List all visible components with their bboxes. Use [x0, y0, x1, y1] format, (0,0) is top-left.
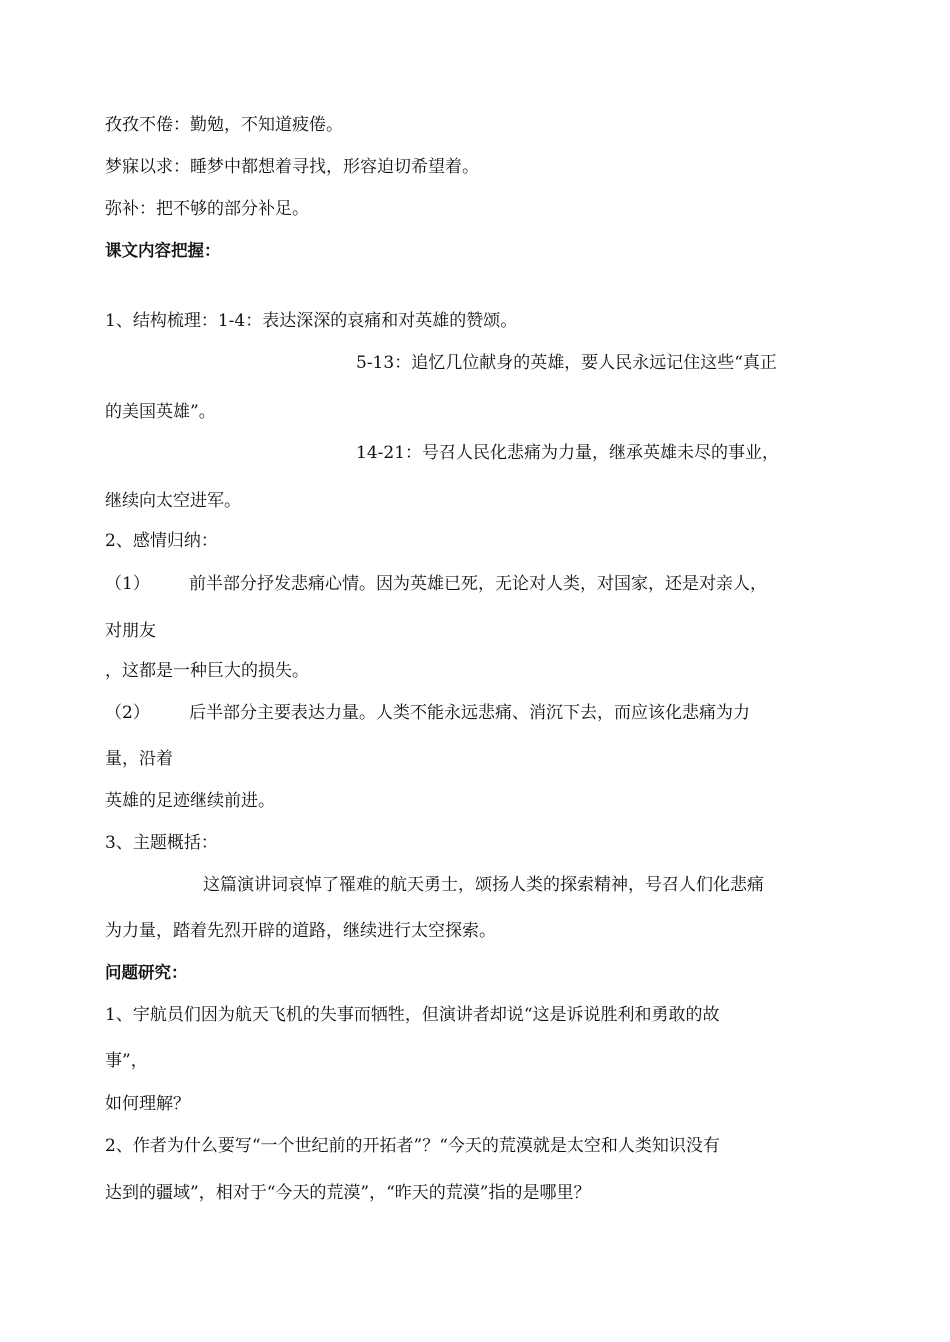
question-2-line-1: 2、作者为什么要写“一个世纪前的开拓者”？“今天的荒漠就是太空和人类知识没有: [105, 1136, 720, 1156]
vocab-line-1: 孜孜不倦：勤勉，不知道疲倦。: [105, 115, 343, 135]
question-1-line-1: 1、宇航员们因为航天飞机的失事而牺牲，但演讲者却说“这是诉说胜利和勇敢的故: [105, 1005, 720, 1025]
emotion-p2-cont-2: 英雄的足迹继续前进。: [105, 791, 275, 811]
emotion-p1-number: （1）: [105, 574, 150, 594]
question-1-line-3: 如何理解？: [105, 1094, 190, 1114]
emotion-p2-text: 后半部分主要表达力量。人类不能永远悲痛、消沉下去，而应该化悲痛为力: [189, 703, 750, 723]
emotion-p2-number: （2）: [105, 703, 150, 723]
section-heading-questions: 问题研究：: [105, 963, 188, 982]
question-2-line-2: 达到的疆域”，相对于“今天的荒漠”，“昨天的荒漠”指的是哪里？: [105, 1183, 591, 1203]
emotion-p1-cont-1: 对朋友: [105, 621, 156, 641]
theme-title: 3、主题概括：: [105, 833, 218, 853]
vocab-line-3: 弥补：把不够的部分补足。: [105, 199, 309, 219]
vocab-line-2: 梦寐以求：睡梦中都想着寻找，形容迫切希望着。: [105, 157, 479, 177]
emotion-p2: [105, 702, 750, 724]
structure-line-5: 继续向太空进军。: [105, 491, 241, 511]
structure-line-3: 的美国英雄”。: [105, 402, 216, 422]
emotion-title: 2、感情归纳：: [105, 531, 218, 551]
theme-line-2: 为力量，踏着先烈开辟的道路，继续进行太空探索。: [105, 921, 496, 941]
emotion-p2-cont-1: 量，沿着: [105, 749, 173, 769]
emotion-p1: [105, 573, 767, 595]
question-1-line-2: 事”，: [105, 1051, 148, 1071]
structure-line-4: 14-21：号召人民化悲痛为力量，继承英雄未尽的事业，: [356, 443, 780, 463]
emotion-p1-text: 前半部分抒发悲痛心情。因为英雄已死，无论对人类，对国家，还是对亲人，: [189, 574, 767, 594]
emotion-p1-cont-2: ，这都是一种巨大的损失。: [105, 661, 309, 681]
section-heading-content: 课文内容把握：: [105, 241, 221, 260]
theme-line-1: 这篇演讲词哀悼了罹难的航天勇士，颂扬人类的探索精神，号召人们化悲痛: [203, 875, 764, 895]
structure-line-2: 5-13：追忆几位献身的英雄，要人民永远记住这些“真正: [356, 353, 777, 373]
structure-line-1: 1、结构梳理：1-4：表达深深的哀痛和对英雄的赞颂。: [105, 311, 518, 331]
